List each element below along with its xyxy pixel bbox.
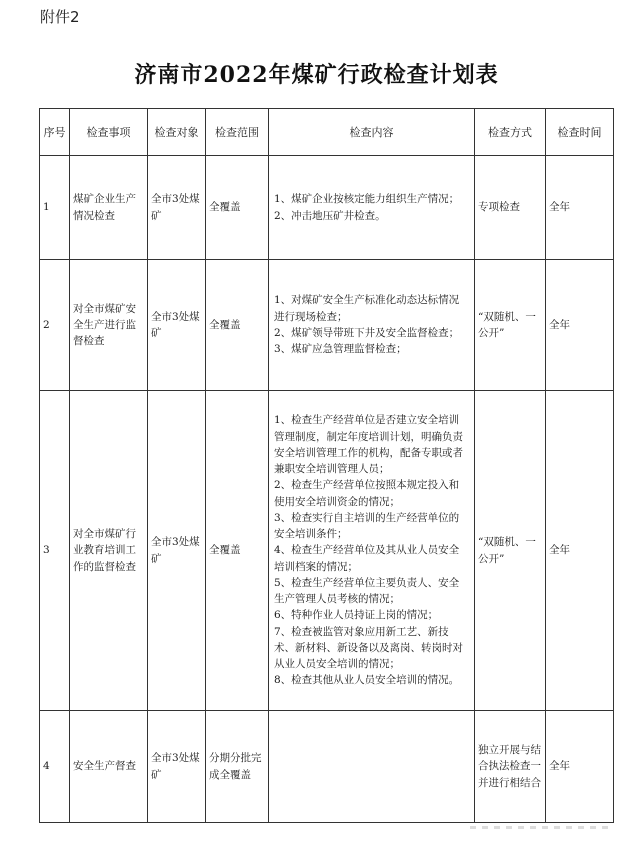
inspection-scope: 全覆盖 xyxy=(206,391,269,711)
table-row xyxy=(40,711,614,823)
header-time: 检查时间 xyxy=(546,109,614,156)
row-number: 2 xyxy=(40,260,70,391)
inspection-method: 独立开展与结合执法检查一并进行相结合 xyxy=(475,711,546,823)
row-number: 1 xyxy=(40,156,70,260)
row-number: 4 xyxy=(40,711,70,823)
inspection-content xyxy=(269,260,475,391)
document-title: 济南市2022年煤矿行政检查计划表 xyxy=(134,62,499,88)
inspection-target: 全市3处煤矿 xyxy=(148,156,206,260)
header-no: 序号 xyxy=(40,109,70,156)
inspection-target: 全市3处煤矿 xyxy=(148,711,206,823)
inspection-scope: 全覆盖 xyxy=(206,156,269,260)
inspection-item: 对全市煤矿安全生产进行监督检查 xyxy=(70,260,148,391)
header-scope: 检查范围 xyxy=(206,109,269,156)
header-method: 检查方式 xyxy=(475,109,546,156)
inspection-time: 全年 xyxy=(546,260,614,391)
content-line: 6、特种作业人员持证上岗的情况； xyxy=(274,609,439,622)
table-header-row xyxy=(40,109,614,156)
content-line: 3、检查实行自主培训的生产经营单位的安全培训条件； xyxy=(274,511,460,541)
inspection-target: 全市3处煤矿 xyxy=(148,260,206,391)
inspection-method: “双随机、一公开” xyxy=(475,260,546,391)
inspection-target: 全市3处煤矿 xyxy=(148,391,206,711)
content-line: 8、检查其他从业人员安全培训的情况。 xyxy=(274,674,460,687)
content-line: 2、煤矿领导带班下井及安全监督检查； xyxy=(274,327,460,339)
table-row xyxy=(40,260,614,391)
table-row xyxy=(40,156,614,260)
inspection-content xyxy=(269,156,475,260)
table-row xyxy=(40,391,614,711)
inspection-content xyxy=(269,391,475,711)
inspection-time: 全年 xyxy=(546,711,614,823)
header-content: 检查内容 xyxy=(269,109,475,156)
inspection-content xyxy=(269,711,475,823)
header-item: 检查事项 xyxy=(70,109,148,156)
content-line: 7、检查被监管对象应用新工艺、新技术、新材料、新设备以及离岗、转岗时对从业人员安全培训的情况； xyxy=(274,625,463,671)
content-line: 5、检查生产经营单位主要负责人、安全生产管理人员考核的情况； xyxy=(274,576,460,606)
inspection-time: 全年 xyxy=(546,156,614,260)
content-line: 1、对煤矿安全生产标准化动态达标情况进行现场检查； xyxy=(274,294,460,323)
scan-artifact xyxy=(470,826,610,829)
inspection-method: “双随机、一公开” xyxy=(475,391,546,711)
content-line: 1、煤矿企业按核定能力组织生产情况； xyxy=(274,193,460,206)
inspection-scope: 全覆盖 xyxy=(206,260,269,391)
content-line: 2、检查生产经营单位按照本规定投入和使用安全培训资金的情况； xyxy=(274,479,460,508)
inspection-plan-table xyxy=(39,108,614,823)
inspection-time: 全年 xyxy=(546,391,614,711)
inspection-item: 对全市煤矿行业教育培训工作的监督检查 xyxy=(70,391,148,711)
content-line: 2、冲击地压矿井检查。 xyxy=(274,209,386,222)
inspection-item: 煤矿企业生产情况检查 xyxy=(70,156,148,260)
inspection-method: 专项检查 xyxy=(475,156,546,260)
header-target: 检查对象 xyxy=(148,109,206,156)
content-line: 3、煤矿应急管理监督检查； xyxy=(274,343,407,356)
content-line: 4、检查生产经营单位及其从业人员安全培训档案的情况； xyxy=(274,544,460,573)
row-number: 3 xyxy=(40,391,70,711)
attachment-label: 附件2 xyxy=(40,8,80,26)
content-line: 1、检查生产经营单位是否建立安全培训管理制度，制定年度培训计划，明确负责安全培训管理工作的机构，配备专职或者兼职安全培训管理人员； xyxy=(274,414,463,476)
inspection-scope: 分期分批完成全覆盖 xyxy=(206,711,269,823)
inspection-item: 安全生产督查 xyxy=(70,711,148,823)
